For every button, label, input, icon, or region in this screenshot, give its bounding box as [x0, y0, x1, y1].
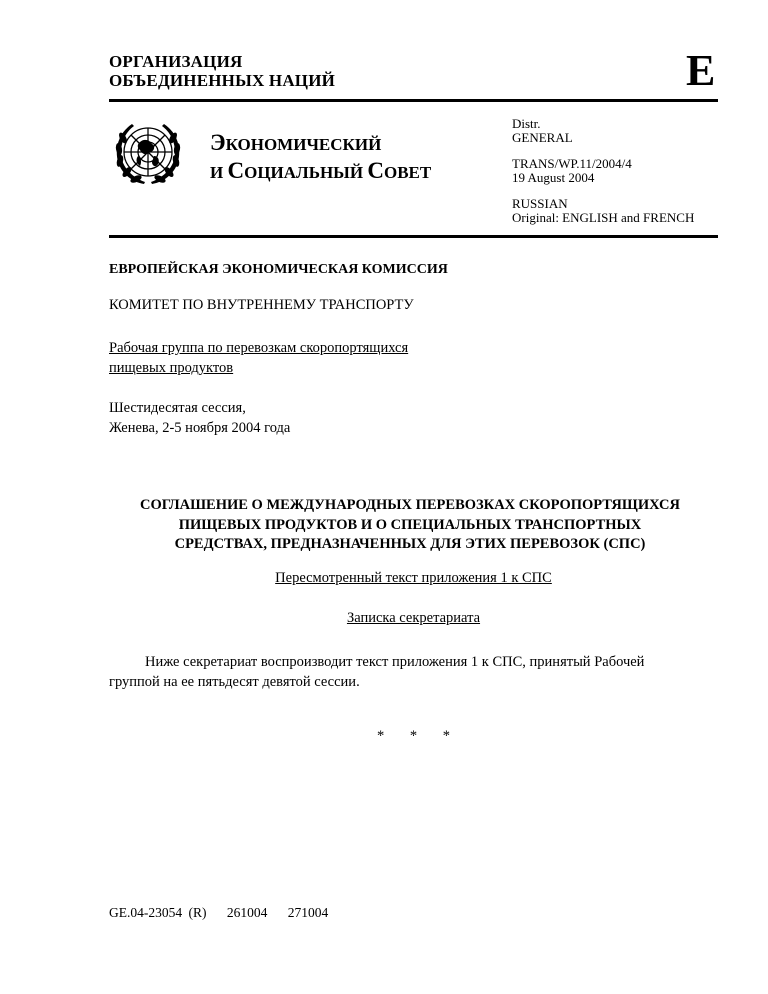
council-title-line1: ЭКОНОМИЧЕСКИЙ — [210, 130, 382, 155]
document-language: RUSSIAN — [512, 196, 568, 211]
agreement-title-line3: СРЕДСТВАХ, ПРЕДНАЗНАЧЕННЫХ ДЛЯ ЭТИХ ПЕРЕВОЗОК (СПС) — [174, 536, 646, 552]
footer-job-number: GE.04-23054 — [109, 905, 183, 920]
working-party-line2: пищевых продуктов — [109, 360, 234, 376]
agreement-title — [100, 496, 720, 555]
secretariat-note-heading — [109, 610, 718, 627]
org-title-line2: ОБЪЕДИНЕННЫХ НАЦИЙ — [109, 71, 336, 90]
distr-label: Distr. — [512, 116, 541, 131]
footer-date2: 271004 — [287, 905, 329, 920]
working-party — [109, 338, 408, 378]
distribution-block — [512, 117, 694, 225]
footer-job-info — [109, 905, 328, 921]
commission-name: ЕВРОПЕЙСКАЯ ЭКОНОМИЧЕСКАЯ КОМИССИЯ — [109, 262, 448, 277]
session-line1: Шестидесятая сессия, — [109, 400, 246, 416]
original-language: Original: ENGLISH and FRENCH — [512, 210, 695, 225]
organization-title — [109, 52, 335, 90]
council-title — [210, 130, 431, 186]
committee-name: КОМИТЕТ ПО ВНУТРЕННЕМУ ТРАНСПОРТУ — [109, 297, 414, 313]
council-title-line2: И СОЦИАЛЬНЫЙ СОВЕТ — [210, 158, 432, 183]
document-symbol: TRANS/WP.11/2004/4 — [512, 156, 632, 171]
body-paragraph — [109, 652, 718, 692]
language-letter: E — [686, 46, 716, 95]
agreement-title-line1: СОГЛАШЕНИЕ О МЕЖДУНАРОДНЫХ ПЕРЕВОЗКАХ СКОРОПОРТЯЩИХСЯ — [140, 497, 680, 513]
session-info — [109, 398, 290, 438]
un-emblem-icon — [110, 116, 186, 188]
revised-text-label: Пересмотренный текст приложения 1 к СПС — [275, 570, 552, 586]
body-paragraph-line2: группой на ее пятьдесят девятой сессии. — [109, 674, 360, 690]
document-date: 19 August 2004 — [512, 170, 595, 185]
body-paragraph-line1: Ниже секретариат воспроизводит текст приложения 1 к СПС, принятый Рабочей — [145, 654, 645, 670]
org-title-line1: ОРГАНИЗАЦИЯ — [109, 52, 243, 71]
secretariat-note-label: Записка секретариата — [346, 610, 481, 626]
footer-lang-code: (R) — [188, 905, 207, 920]
header-divider — [109, 235, 718, 238]
distr-general: GENERAL — [512, 130, 573, 145]
footer-date1: 261004 — [226, 905, 268, 920]
section-separator: * * * — [377, 728, 450, 744]
revised-text-heading — [109, 570, 718, 587]
top-divider — [109, 99, 718, 102]
working-party-line1: Рабочая группа по перевозкам скоропортящихся — [109, 340, 409, 356]
session-line2: Женева, 2-5 ноября 2004 года — [109, 420, 291, 436]
agreement-title-line2: ПИЩЕВЫХ ПРОДУКТОВ И О СПЕЦИАЛЬНЫХ ТРАНСПОРТНЫХ — [178, 516, 642, 533]
